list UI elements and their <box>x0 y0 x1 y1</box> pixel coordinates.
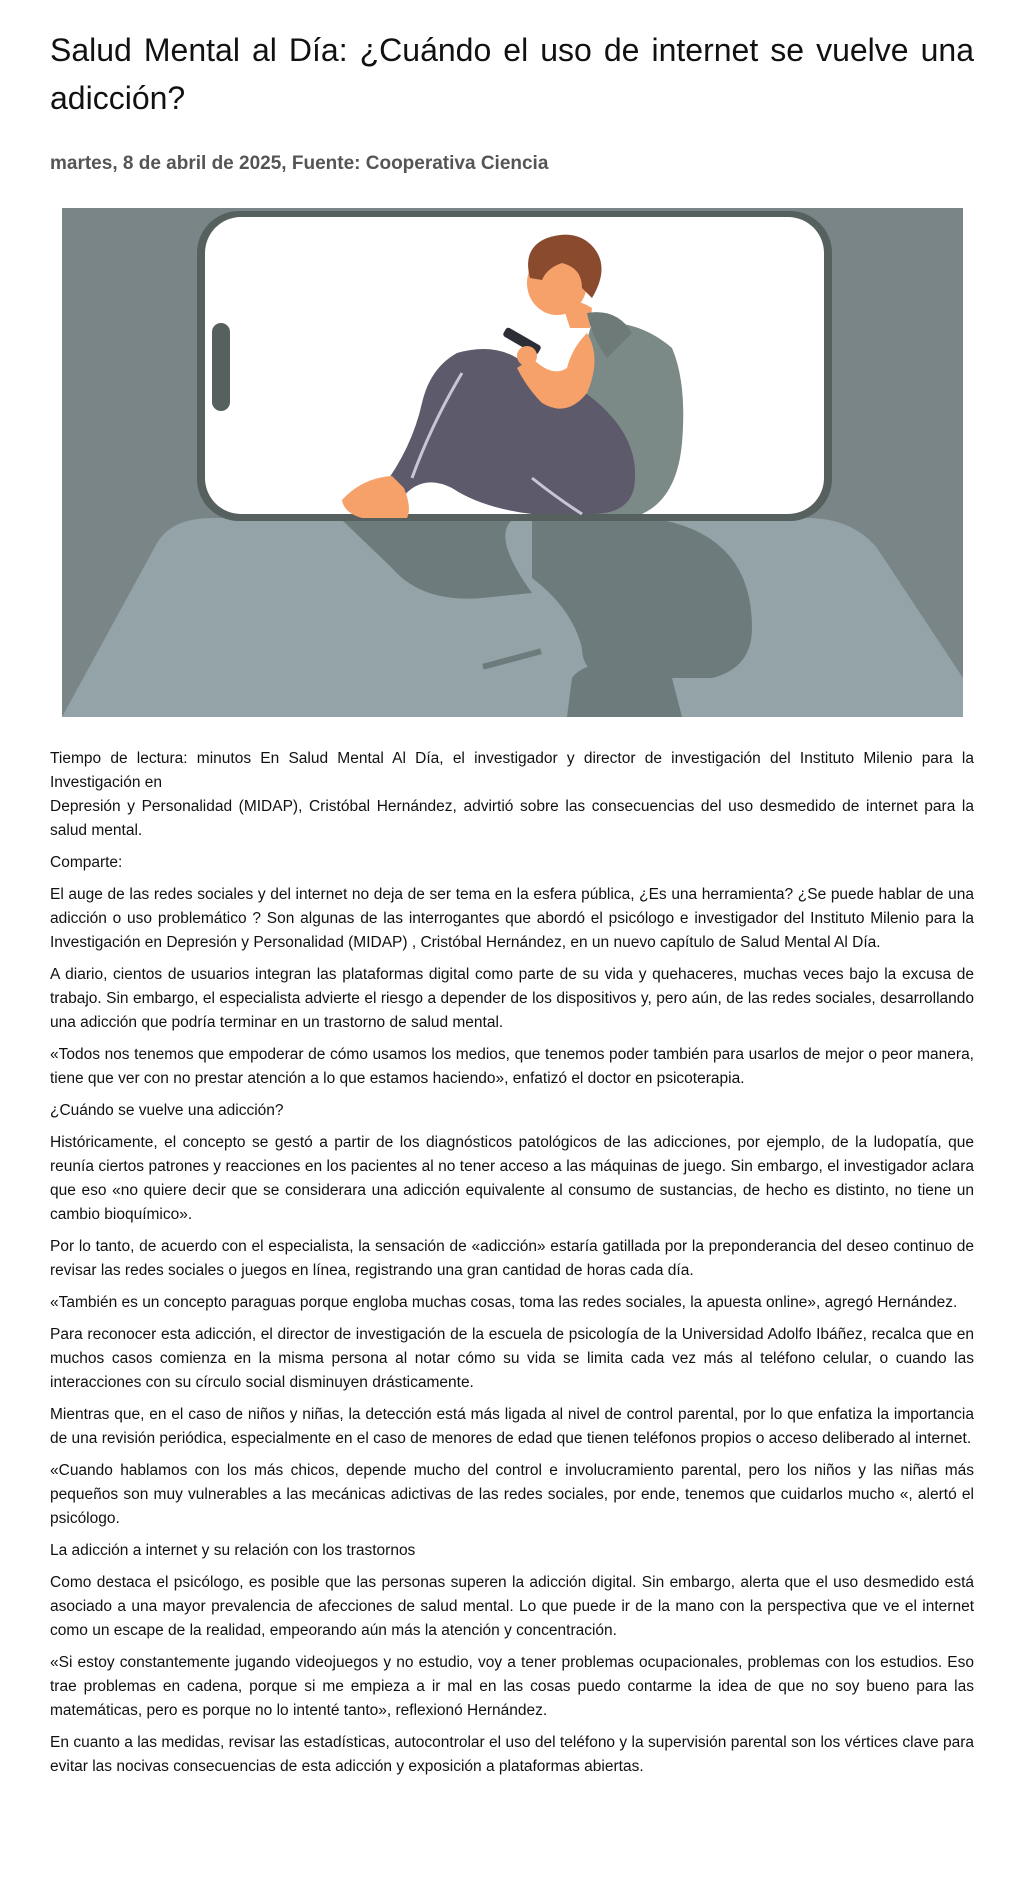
article-paragraph: «Cuando hablamos con los más chicos, depende mucho del control e involucramiento parental, pero los niños y las niñas más pequeños son muy vulnerables a las mecánicas adictivas de las redes sociales, por ende, tenemos que cuidarlos mucho «, alertó el psicólogo. <box>50 1462 974 1527</box>
article-title: Salud Mental al Día: ¿Cuándo el uso de internet se vuelve una adicción? <box>50 32 974 116</box>
article-paragraph: «Todos nos tenemos que empoderar de cómo usamos los medios, que tenemos poder también para usarlos de mejor o peor manera, tiene que ver con no prestar atención a lo que estamos haciendo», enfatizó el doctor en psicoterapia. <box>50 1046 974 1087</box>
article-paragraph: En cuanto a las medidas, revisar las estadísticas, autocontrolar el uso del teléfono y la supervisión parental son los vértices clave para evitar las nocivas consecuencias de esta adicción y exposición a plataformas abiertas. <box>50 1734 974 1775</box>
article-paragraph: Históricamente, el concepto se gestó a partir de los diagnósticos patológicos de las adicciones, por ejemplo, de la ludopatía, que reunía ciertos patrones y reacciones en los pacientes al no tener acceso a las máquinas de juego. Sin embargo, el investigador aclara que eso «no quiere decir que se considerara una adicción equivalente al consumo de sustancias, de hecho es distinto, no tiene un cambio bioquímico». <box>50 1134 974 1223</box>
hero-illustration <box>62 208 963 717</box>
article-subheading: La adicción a internet y su relación con los trastornos <box>50 1542 416 1559</box>
article-paragraph: El auge de las redes sociales y del internet no deja de ser tema en la esfera pública, ¿Es una herramienta? ¿Se puede hablar de una adicción o uso problemático ? Son algunas de las interrogantes que abordó el psicólogo e investigador del Instituto Milenio para la Investigación en Depresión y Personalidad (MIDAP) , Cristóbal Hernández, en un nuevo capítulo de Salud Mental Al Día. <box>50 886 974 951</box>
article-body <box>50 747 974 1779</box>
hero-floor <box>62 518 963 717</box>
article-lead-line: Depresión y Personalidad (MIDAP), Cristóbal Hernández, advirtió sobre las consecuencias del uso desmedido de internet para la salud mental. <box>50 798 974 839</box>
article-paragraph: Para reconocer esta adicción, el director de investigación de la escuela de psicología de la Universidad Adolfo Ibáñez, recalca que en muchos casos comienza en la misma persona al notar cómo su vida se limita cada vez más al teléfono celular, o cuando las interacciones con su círculo social disminuyen drásticamente. <box>50 1326 974 1391</box>
share-label: Comparte: <box>50 854 123 871</box>
article-lead-line: Tiempo de lectura: minutos En Salud Mental Al Día, el investigador y director de investigación del Instituto Milenio para la Investigación en <box>50 750 974 791</box>
article-paragraph: Mientras que, en el caso de niños y niñas, la detección está más ligada al nivel de control parental, por lo que enfatiza la importancia de una revisión periódica, especialmente en el caso de menores de edad que tienen teléfonos propios o acceso deliberado al internet. <box>50 1406 974 1447</box>
article-subheading: ¿Cuándo se vuelve una adicción? <box>50 1102 284 1119</box>
phone-side-button-icon <box>212 323 230 411</box>
article-paragraph: «Si estoy constantemente jugando videojuegos y no estudio, voy a tener problemas ocupacionales, problemas con los estudios. Eso trae problemas en cadena, porque si me empieza a ir mal en las cosas puedo contarme la idea de que no soy bueno para las matemáticas, pero es porque no lo intenté tanto», reflexionó Hernández. <box>50 1654 974 1719</box>
article-paragraph: Por lo tanto, de acuerdo con el especialista, la sensación de «adicción» estaría gatillada por la preponderancia del deseo continuo de revisar las redes sociales o juegos en línea, registrando una gran cantidad de horas cada día. <box>50 1238 974 1279</box>
article-paragraph: Como destaca el psicólogo, es posible que las personas superen la adicción digital. Sin embargo, alerta que el uso desmedido está asociado a una mayor prevalencia de afecciones de salud mental. Lo que puede ir de la mano con la perspectiva que ve el internet como un escape de la realidad, empeorando aún más la atención y concentración. <box>50 1574 974 1639</box>
article-paragraph: «También es un concepto paraguas porque engloba muchas cosas, toma las redes sociales, la apuesta online», agregó Hernández. <box>50 1294 958 1311</box>
article-byline: martes, 8 de abril de 2025, Fuente: Cooperativa Ciencia <box>50 153 549 174</box>
article-lead <box>50 747 974 843</box>
article-paragraph: A diario, cientos de usuarios integran las plataformas digital como parte de su vida y quehaceres, muchas veces bajo la excusa de trabajo. Sin embargo, el especialista advierte el riesgo a depender de los dispositivos y, pero aún, de las redes sociales, desarrollando una adicción que podría terminar en un trastorno de salud mental. <box>50 966 974 1031</box>
